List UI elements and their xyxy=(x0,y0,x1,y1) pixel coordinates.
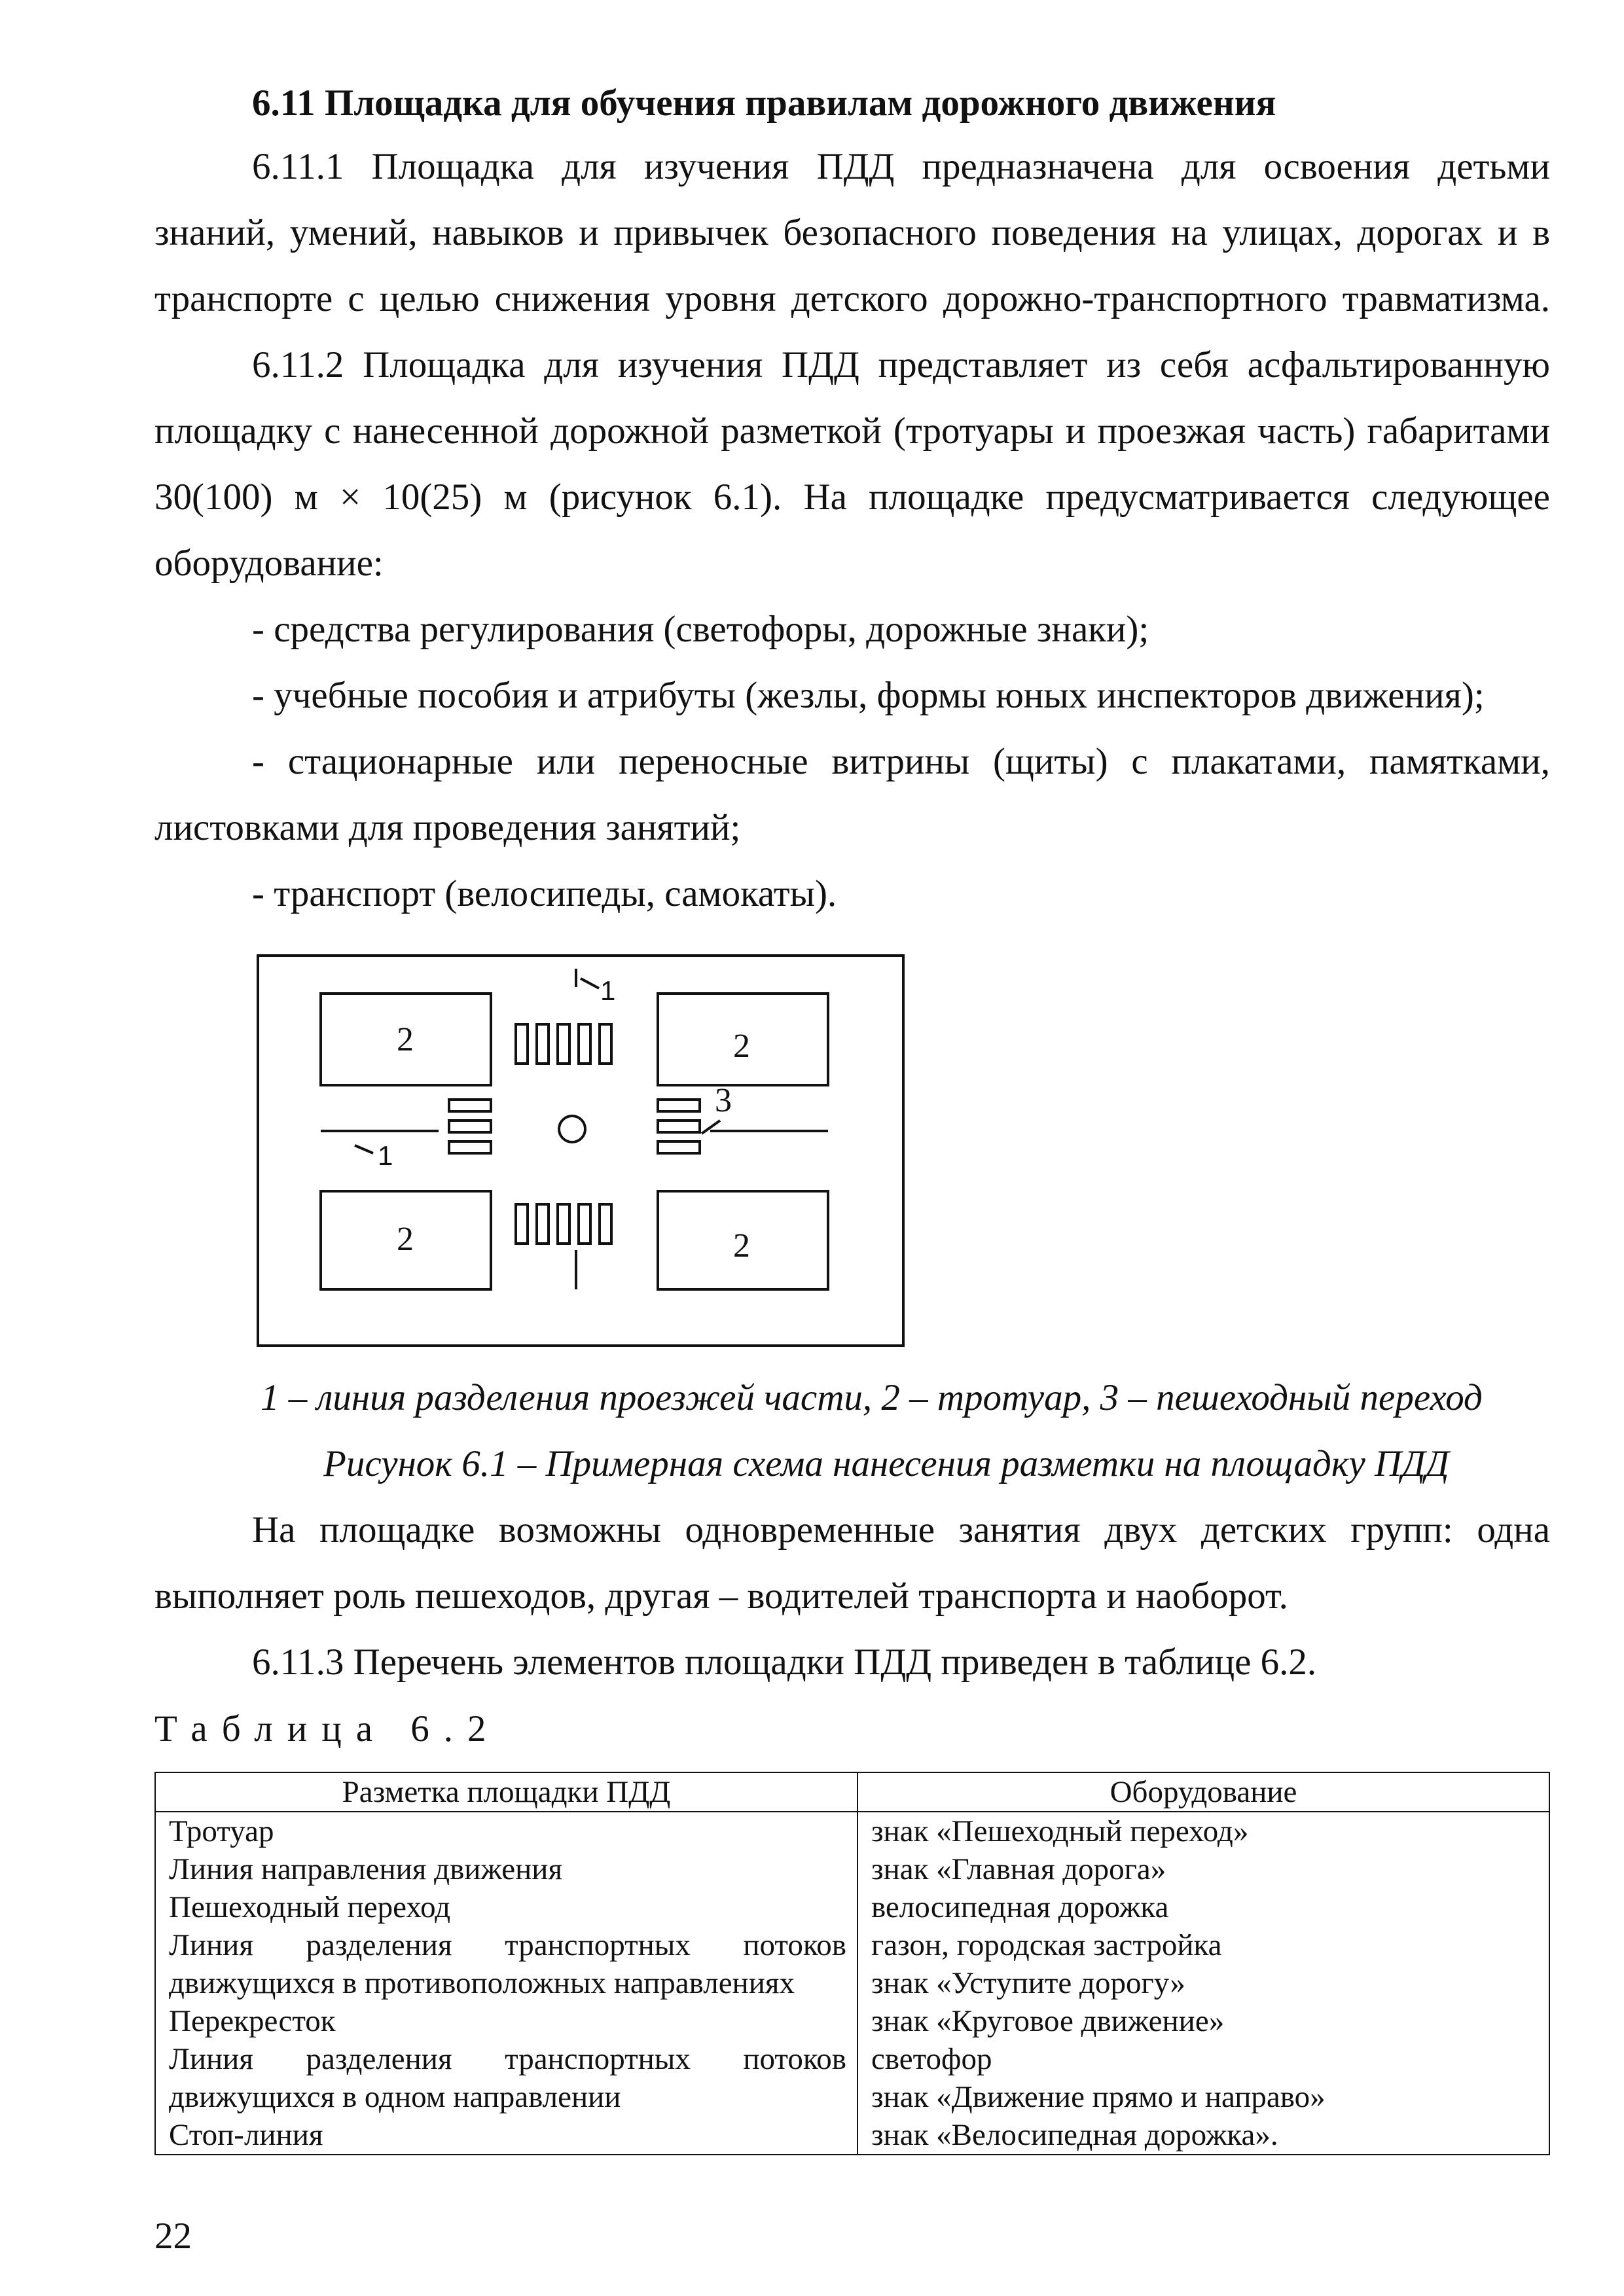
list-item: - транспорт (велосипеды, самокаты). xyxy=(252,873,837,914)
crosswalk-stripe xyxy=(449,1141,491,1153)
paragraph-line: оборудование: xyxy=(154,543,384,584)
list-item: - стационарные или переносные витрины (щиты) с плакатами, памятками, xyxy=(252,741,1550,782)
label-sidewalk: 2 xyxy=(733,1028,750,1065)
list-item: листовками для проведения занятий; xyxy=(154,807,741,848)
crosswalk-stripe xyxy=(537,1024,549,1064)
roundabout-circle xyxy=(559,1116,585,1142)
table-cell-markup: Тротуар Линия направления движения Пешеходный переход Линия разделения транспортных потоков движущихся в противоположных направлениях Перекресток Линия разделения транспортных потоков движущихся в одном направлении Стоп-линия xyxy=(155,1812,857,2155)
label-sidewalk: 2 xyxy=(397,1021,414,1058)
crosswalk-stripe xyxy=(600,1204,611,1244)
label-divider: 1 xyxy=(378,1140,393,1171)
paragraph-line: знаний, умений, навыков и привычек безопасного поведения на улицах, дорогах и в xyxy=(154,212,1550,253)
crosswalk-stripe xyxy=(658,1121,700,1132)
crosswalk-stripe xyxy=(579,1024,590,1064)
leader-line xyxy=(355,1145,373,1153)
paragraph-line: выполняет роль пешеходов, другая – водителей транспорта и наоборот. xyxy=(154,1575,1288,1617)
table-header: Разметка площадки ПДД xyxy=(155,1772,857,1812)
crosswalk-stripe xyxy=(558,1204,569,1244)
crosswalk-stripe xyxy=(537,1204,549,1244)
table-row xyxy=(155,1812,1549,2155)
crosswalk-stripe xyxy=(658,1141,700,1153)
list-item: - учебные пособия и атрибуты (жезлы, формы юных инспекторов движения); xyxy=(252,675,1485,716)
page-number: 22 xyxy=(154,2215,192,2257)
paragraph-line: транспорте с целью снижения уровня детского дорожно-транспортного травматизма. xyxy=(154,278,1550,319)
list-item: - средства регулирования (светофоры, дорожные знаки); xyxy=(252,609,1149,650)
crosswalk-stripe xyxy=(449,1121,491,1132)
crosswalk-stripe xyxy=(579,1204,590,1244)
figure-legend: 1 – линия разделения проезжей части, 2 – тротуар, 3 – пешеходный переход xyxy=(261,1377,1483,1418)
crosswalk-stripe xyxy=(558,1024,569,1064)
crosswalk-stripe xyxy=(600,1024,611,1064)
paragraph-line: 30(100) м × 10(25) м (рисунок 6.1). На площадке предусматривается следующее xyxy=(154,476,1550,518)
figure-caption: Рисунок 6.1 – Примерная схема нанесения разметки на площадку ПДД xyxy=(323,1443,1449,1484)
label-crosswalk: 3 xyxy=(715,1082,732,1119)
paragraph-line: 6.11.1 Площадка для изучения ПДД предназначена для освоения детьми xyxy=(252,146,1550,187)
paragraph-line: площадку с нанесенной дорожной разметкой (тротуары и проезжая часть) габаритами xyxy=(154,410,1550,452)
playground-markup-diagram xyxy=(249,942,916,1361)
section-heading: 6.11 Площадка для обучения правилам дорожного движения xyxy=(252,82,1276,124)
paragraph-line: 6.11.3 Перечень элементов площадки ПДД приведен в таблице 6.2. xyxy=(252,1641,1317,1683)
table-cell-equipment: знак «Пешеходный переход» знак «Главная дорога» велосипедная дорожка газон, городская застройка знак «Уступите дорогу» знак «Круговое движение» светофор знак «Движение прямо и направо» знак «Велосипедная дорожка». xyxy=(857,1812,1549,2155)
label-divider: 1 xyxy=(600,975,616,1006)
outer-boundary xyxy=(258,956,903,1346)
paragraph-line: 6.11.2 Площадка для изучения ПДД представляет из себя асфальтированную xyxy=(252,344,1550,386)
crosswalk-stripe xyxy=(658,1100,700,1111)
paragraph-line: На площадке возможны одновременные занятия двух детских групп: одна xyxy=(252,1509,1550,1551)
table-header-row xyxy=(155,1772,1549,1812)
crosswalk-stripe xyxy=(516,1024,528,1064)
crosswalk-stripe xyxy=(449,1100,491,1111)
crosswalk-stripe xyxy=(516,1204,528,1244)
label-sidewalk: 2 xyxy=(397,1221,414,1258)
table-header: Оборудование xyxy=(857,1772,1549,1812)
leader-line xyxy=(581,978,599,988)
table-caption: Таблица 6.2 xyxy=(154,1708,501,1749)
equipment-table xyxy=(154,1772,1550,2155)
label-sidewalk: 2 xyxy=(733,1227,750,1265)
